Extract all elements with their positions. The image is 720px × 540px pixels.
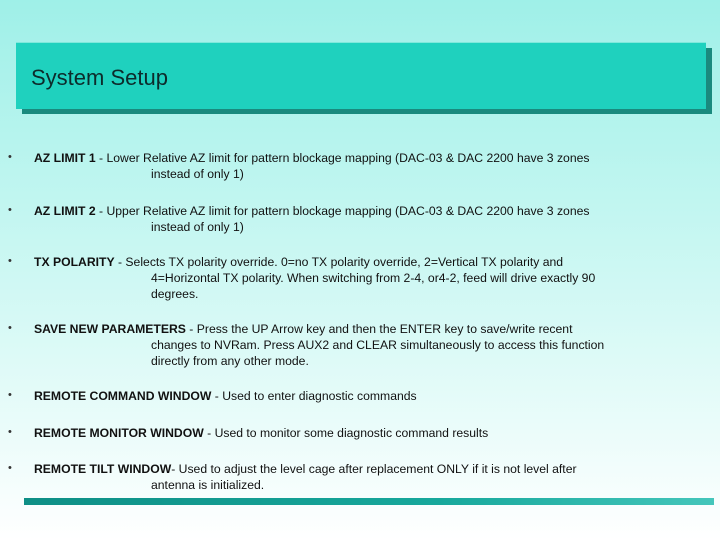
item-continuation: instead of only 1) (151, 167, 244, 181)
item-separator: - (185, 322, 197, 336)
item-heading: REMOTE COMMAND WINDOW (34, 389, 212, 403)
title-bar (16, 42, 706, 109)
item-text: Lower Relative AZ limit for pattern blockage mapping (DAC-03 & DAC 2200 have 3 zones (106, 151, 590, 165)
bullet-icon: • (8, 426, 12, 438)
item-continuation: changes to NVRam. Press AUX2 and CLEAR simultaneously to access this function (151, 338, 605, 352)
item-heading: REMOTE MONITOR WINDOW (34, 426, 204, 440)
item-heading: SAVE NEW PARAMETERS (34, 322, 186, 336)
bullet-icon: • (8, 255, 12, 267)
item-first-line (34, 425, 488, 442)
item-heading: TX POLARITY (34, 255, 115, 269)
item-separator: - (114, 255, 126, 269)
item-text: Used to monitor some diagnostic command results (214, 426, 489, 440)
bullet-icon: • (8, 204, 12, 216)
item-first-line (34, 321, 572, 338)
bullet-icon: • (8, 462, 12, 474)
item-continuation: degrees. (151, 287, 199, 301)
item-text: Used to adjust the level cage after replacement ONLY if it is not level after (178, 462, 577, 476)
item-first-line (34, 203, 589, 220)
slide-title: System Setup (31, 65, 168, 90)
item-separator: - (211, 389, 223, 403)
item-text: Used to enter diagnostic commands (222, 389, 417, 403)
item-continuation: antenna is initialized. (151, 478, 265, 492)
bottom-accent-bar (24, 498, 714, 505)
item-text: Upper Relative AZ limit for pattern blockage mapping (DAC-03 & DAC 2200 have 3 zones (106, 204, 590, 218)
item-separator: - (95, 151, 107, 165)
bullet-icon: • (8, 322, 12, 334)
bullet-icon: • (8, 389, 12, 401)
item-first-line (34, 461, 577, 478)
item-first-line (34, 254, 563, 271)
item-continuation: instead of only 1) (151, 220, 244, 234)
item-continuation: 4=Horizontal TX polarity. When switching from 2-4, or4-2, feed will drive exactly 90 (151, 271, 596, 285)
item-separator: - (203, 426, 215, 440)
item-heading: AZ LIMIT 2 (34, 204, 96, 218)
item-text: Selects TX polarity override. 0=no TX polarity override, 2=Vertical TX polarity and (125, 255, 564, 269)
bullet-icon: • (8, 151, 12, 163)
item-text: Press the UP Arrow key and then the ENTER key to save/write recent (196, 322, 573, 336)
item-continuation: directly from any other mode. (151, 354, 309, 368)
item-first-line (34, 388, 417, 405)
item-heading: REMOTE TILT WINDOW (34, 462, 172, 476)
item-heading: AZ LIMIT 1 (34, 151, 96, 165)
item-separator: - (95, 204, 107, 218)
item-separator: - (171, 462, 179, 476)
item-first-line (34, 150, 589, 167)
